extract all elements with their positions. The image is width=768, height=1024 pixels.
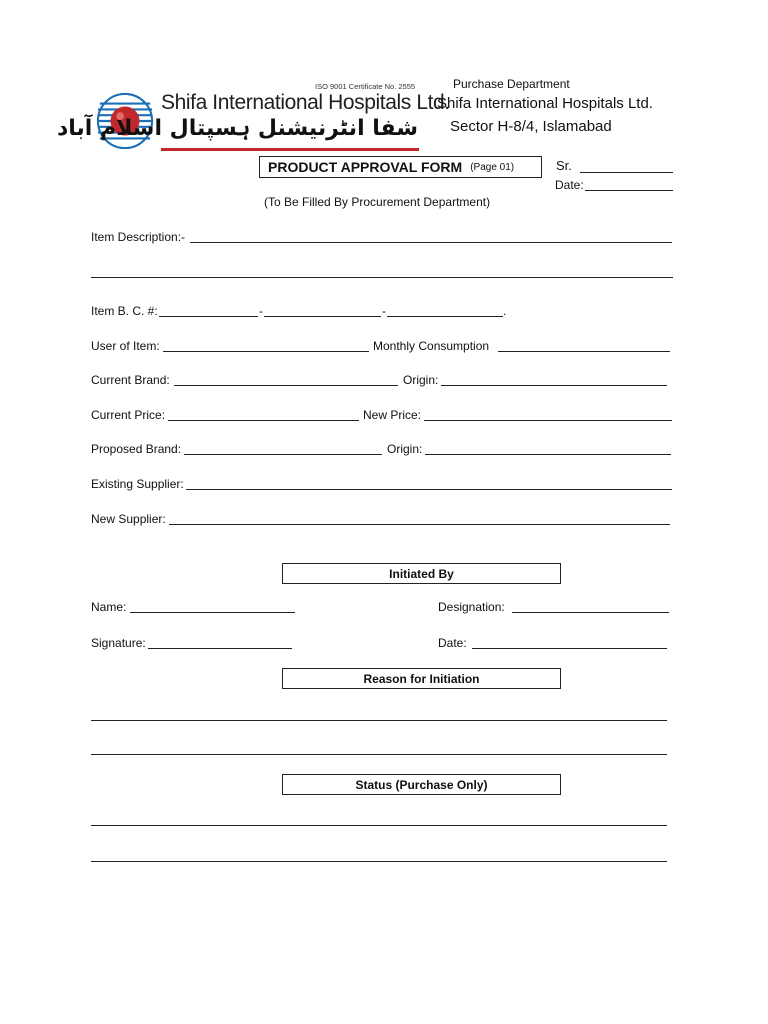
reason-heading-box — [282, 668, 561, 689]
initiated-by-heading-box — [282, 563, 561, 584]
initiator-signature-field[interactable] — [148, 648, 292, 649]
user-of-item-field[interactable] — [163, 351, 369, 352]
proposed-origin-field[interactable] — [425, 454, 671, 455]
new-price-label: New Price: — [363, 408, 422, 422]
initiator-signature-label: Signature: — [91, 636, 146, 650]
initiator-date-field[interactable] — [472, 648, 667, 649]
proposed-origin-label: Origin: — [387, 442, 423, 456]
initiator-designation-label: Designation: — [438, 600, 505, 614]
form-title: PRODUCT APPROVAL FORM — [268, 159, 463, 175]
current-origin-field[interactable] — [441, 385, 667, 386]
form-title-box — [259, 156, 542, 178]
current-origin-label: Origin: — [403, 373, 439, 387]
form-subtitle: (To Be Filled By Procurement Department) — [264, 195, 491, 209]
org-name: Shifa International Hospitals Ltd. — [437, 95, 653, 112]
current-brand-field[interactable] — [174, 385, 398, 386]
item-bc-label: Item B. C. #: — [91, 304, 158, 318]
item-bc-field-part-3[interactable] — [387, 316, 503, 317]
status-field-line-1[interactable] — [91, 825, 667, 826]
proposed-brand-label: Proposed Brand: — [91, 442, 182, 456]
hospital-logo — [56, 86, 450, 160]
item-bc-separator-1: - — [259, 304, 263, 318]
item-bc-field-part-1[interactable] — [159, 316, 258, 317]
initiator-date-label: Date: — [438, 636, 467, 650]
date-label: Date: — [555, 178, 584, 192]
reason-field-line-1[interactable] — [91, 720, 667, 721]
monthly-consumption-label: Monthly Consumption — [373, 339, 490, 353]
reason-field-line-2[interactable] — [91, 754, 667, 755]
initiator-name-field[interactable] — [130, 612, 295, 613]
new-supplier-label: New Supplier: — [91, 512, 166, 526]
user-of-item-label: User of Item: — [91, 339, 160, 353]
form-page-number: (Page 01) — [470, 161, 515, 173]
reason-heading: Reason for Initiation — [363, 671, 480, 686]
logo-urdu-wordmark: شفا انٹرنیشنل ہسپتال اسلام آباد — [56, 116, 418, 141]
current-price-label: Current Price: — [91, 408, 166, 422]
sr-field[interactable] — [580, 172, 673, 173]
proposed-brand-field[interactable] — [184, 454, 382, 455]
existing-supplier-label: Existing Supplier: — [91, 477, 184, 491]
status-heading: Status (Purchase Only) — [355, 777, 488, 792]
status-field-line-2[interactable] — [91, 861, 667, 862]
new-price-field[interactable] — [424, 420, 672, 421]
new-supplier-field[interactable] — [169, 524, 670, 525]
org-address: Sector H-8/4, Islamabad — [450, 118, 612, 135]
initiator-name-label: Name: — [91, 600, 127, 614]
sr-label: Sr. — [556, 158, 572, 173]
logo-underline — [161, 148, 419, 151]
iso-certificate-note: ISO 9001 Certificate No. 2555 — [315, 82, 416, 91]
item-description-field-line-2[interactable] — [91, 277, 673, 278]
monthly-consumption-field[interactable] — [498, 351, 670, 352]
status-heading-box — [282, 774, 561, 795]
department-label: Purchase Department — [453, 77, 570, 91]
initiated-by-heading: Initiated By — [389, 566, 454, 581]
date-field[interactable] — [585, 190, 673, 191]
current-price-field[interactable] — [168, 420, 359, 421]
logo-wordmark: Shifa International Hospitals Ltd. — [161, 91, 450, 114]
item-description-label: Item Description:- — [91, 230, 186, 244]
current-brand-label: Current Brand: — [91, 373, 170, 387]
item-bc-end-dot: . — [503, 304, 507, 318]
initiator-designation-field[interactable] — [512, 612, 669, 613]
item-description-field[interactable] — [190, 242, 672, 243]
item-bc-field-part-2[interactable] — [264, 316, 381, 317]
item-bc-separator-2: - — [382, 304, 386, 318]
existing-supplier-field[interactable] — [186, 489, 672, 490]
